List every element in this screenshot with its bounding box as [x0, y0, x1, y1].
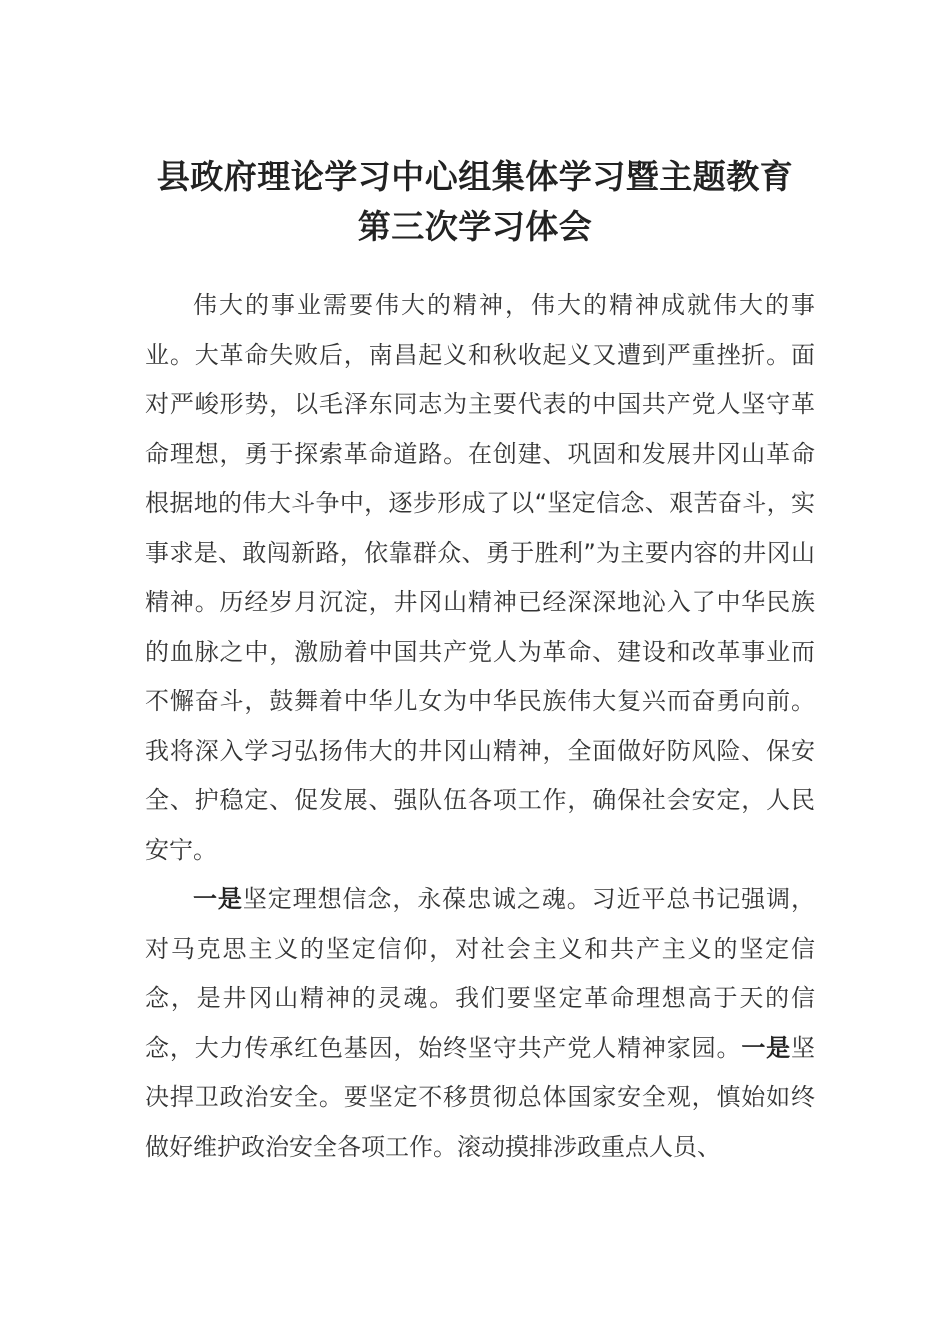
document-title-line-2: 第三次学习体会 [357, 207, 593, 246]
paragraph-1: 伟大的事业需要伟大的精神，伟大的精神成就伟大的事业。大革命失败后，南昌起义和秋收起义又遭到严重挫折。面对严峻形势，以毛泽东同志为主要代表的中国共产党人坚守革命理想，勇于探索革命道路。在创建、巩固和发展井冈山革命根据地的伟大斗争中，逐步形成了以“坚定信念、艰苦奋斗，实事求是、敢闯新路，依靠群众、勇于胜利”为主要内容的井冈山精神。历经岁月沉淀，井冈山精神已经深深地沁入了中华民族的血脉之中，激励着中国共产党人为革命、建设和改革事业而不懈奋斗，鼓舞着中华儿女为中华民族伟大复兴而奋勇向前。我将深入学习弘扬伟大的井冈山精神，全面做好防风险、保安全、护稳定、促发展、强队伍各项工作，确保社会安定，人民安宁。 [145, 291, 815, 864]
paragraph-2-text-1: 坚定理想信念，永葆忠诚之魂。习近平总书记强调，对马克思主义的坚定信仰，对社会主义和共产主义的坚定信念，是井冈山精神的灵魂。我们要坚定革命理想高于天的信念，大力传承红色基因，始终坚守共产党人精神家园。 [145, 885, 816, 1062]
document-title-line-1: 县政府理论学习中心组集体学习暨主题教育 [156, 157, 794, 196]
paragraph-2-text-2: 坚决捍卫政治安全。要坚定不移贯彻总体国家安全观，慎始如终做好维护政治安全各项工作。滚动摸排涉政重点人员、 [145, 1033, 816, 1161]
paragraph-2-lead-2: 一是 [741, 1033, 792, 1062]
paragraph-2 [145, 875, 815, 1172]
paragraph-2-lead: 一是 [193, 885, 243, 913]
document-body [145, 281, 815, 1172]
